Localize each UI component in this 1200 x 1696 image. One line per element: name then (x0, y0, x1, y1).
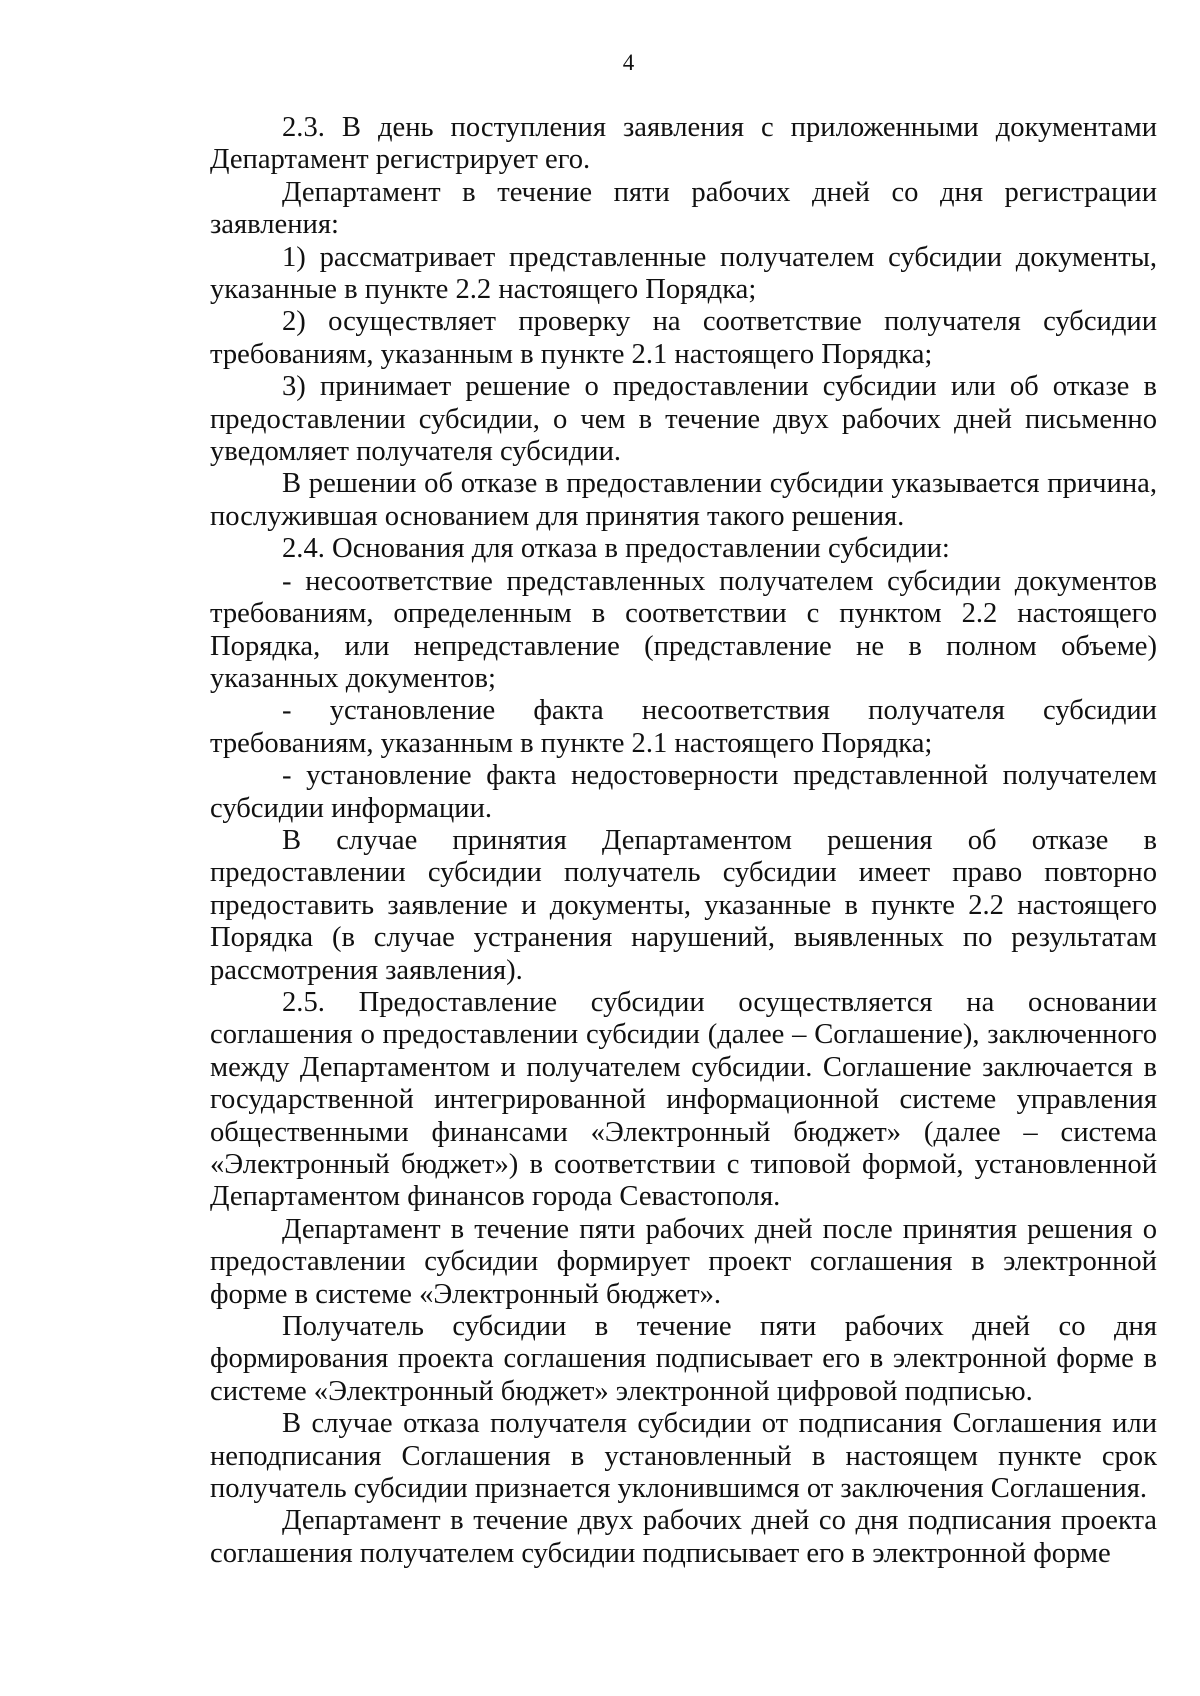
paragraph-recipient-signing: Получатель субсидии в течение пяти рабочих дней со дня формирования проекта соглашения подписывает его в электронной форме в системе «Электронный бюджет» электронной цифровой подписью. (210, 1311, 1157, 1407)
document-body (210, 112, 1157, 1570)
paragraph-resubmission: В случае принятия Департаментом решения об отказе в предоставлении субсидии получатель субсидии имеет право повторно предоставить заявление и документы, указанные в пункте 2.2 настоящего Порядка (в случае устранения нарушений, выявленных по результатам рассмотрения заявления). (210, 824, 1157, 986)
list-item-2: 2) осуществляет проверку на соответствие получателя субсидии требованиям, указанным в пункте 2.1 настоящего Порядка; (210, 306, 1157, 370)
paragraph-draft-agreement: Департамент в течение пяти рабочих дней после принятия решения о предоставлении субсидии формирует проект соглашения в электронной форме в системе «Электронный бюджет». (210, 1213, 1157, 1310)
paragraph-refusal-reason: В решении об отказе в предоставлении субсидии указывается причина, послужившая основанием для принятия такого решения. (210, 468, 1157, 532)
list-item-1: 1) рассматривает представленные получателем субсидии документы, указанные в пункте 2.2 настоящего Порядка; (210, 241, 1157, 306)
paragraph-review-intro: Департамент в течение пяти рабочих дней со дня регистрации заявления: (210, 176, 1157, 241)
refusal-ground-1: - несоответствие представленных получателем субсидии документов требованиям, определенным в соответствии с пунктом 2.2 настоящего Порядка, или непредставление (представление не в полном объеме) указанных документов; (210, 565, 1157, 694)
paragraph-department-signing: Департамент в течение двух рабочих дней со дня подписания проекта соглашения получателем субсидии подписывает его в электронной форме (210, 1505, 1157, 1569)
refusal-ground-2: - установление факта несоответствия получателя субсидии требованиям, указанным в пункте 2.1 настоящего Порядка; (210, 695, 1157, 759)
paragraph-2-4: 2.4. Основания для отказа в предоставлении субсидии: (282, 533, 950, 565)
list-item-3: 3) принимает решение о предоставлении субсидии или об отказе в предоставлении субсидии, о чем в течение двух рабочих дней письменно уведомляет получателя субсидии. (210, 371, 1157, 468)
refusal-ground-3: - установление факта недостоверности представленной получателем субсидии информации. (210, 760, 1157, 824)
paragraph-2-5: 2.5. Предоставление субсидии осуществляется на основании соглашения о предоставлении субсидии (далее – Соглашение), заключенного между Департаментом и получателем субсидии. Соглашение заключается в государственной интегрированной информационной системе управления общественными финансами «Электронный бюджет» (далее – система «Электронный бюджет») в соответствии с типовой формой, установленной Департаментом финансов города Севастополя. (210, 986, 1157, 1213)
paragraph-evasion: В случае отказа получателя субсидии от подписания Соглашения или неподписания Соглашения в установленный в настоящем пункте срок получатель субсидии признается уклонившимся от заключения Соглашения. (210, 1408, 1157, 1505)
page-number: 4 (622, 50, 635, 75)
paragraph-2-3: 2.3. В день поступления заявления с приложенными документами Департамент регистрирует его. (210, 112, 1157, 176)
